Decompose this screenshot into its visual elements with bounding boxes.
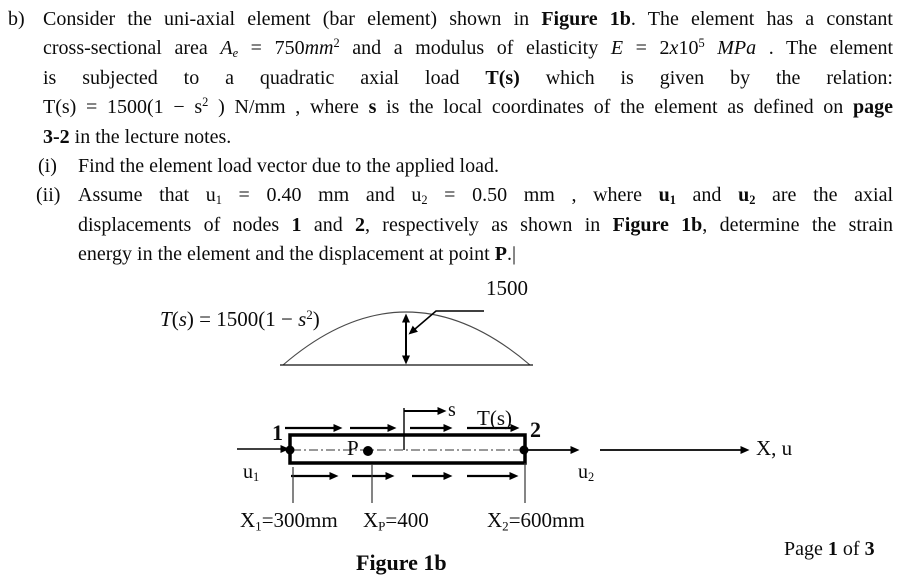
problem-line-6: Find the element load vector due to the applied load. xyxy=(78,155,499,178)
problem-line-7: Assume that $u_1 = 0.40$ mm and $u_2 = 0.50$ mm , where $u_1$ and $u_2$ are the axial xyxy=(78,184,893,208)
s-axis-label: s xyxy=(448,399,456,421)
problem-line-9: energy in the element and the displacement at point P.| xyxy=(78,243,516,266)
point-p-label: P xyxy=(347,436,359,460)
problem-line-4: $T(s) = 1500(1 - s^2$ ) N/mm , where s is the local coordinates of the element as defined on page xyxy=(43,95,894,119)
item-b-label: b) xyxy=(8,8,25,30)
u1-label: $u_1$ xyxy=(243,461,260,485)
dimension-x2: $X_2=600mm$ xyxy=(487,508,585,534)
node-1-dot xyxy=(286,446,295,455)
page-number: Page 1 of 3 xyxy=(784,538,875,560)
problem-line-8: displacements of nodes 1 and 2, respectively as shown in Figure 1b, determine the strain xyxy=(78,213,893,236)
dimension-xp: $X_P=400$ xyxy=(363,508,429,534)
problem-line-2: cross-sectional area $A_e = 750mm^2$ and a modulus of elasticity $E = 2x10^5$ MPa . The element xyxy=(43,36,893,61)
problem-line-1: Consider the uni-axial element (bar element) shown in Figure 1b. The element has a constant xyxy=(43,8,893,30)
node-1-label: 1 xyxy=(272,420,283,445)
load-peak-value: 1500 xyxy=(486,276,528,300)
problem-line-3: is subjected to a quadratic axial load T(s) which is given by the relation: xyxy=(43,66,893,89)
distributed-load-label: T(s) xyxy=(477,406,512,430)
x-axis-label: X, u xyxy=(756,436,793,460)
figure-caption: Figure 1b xyxy=(356,550,447,575)
bar-element xyxy=(290,435,525,463)
problem-line-5: 3-2 in the lecture notes. xyxy=(43,125,232,148)
item-ii-label: (ii) xyxy=(36,184,61,207)
dimension-ticks xyxy=(293,463,525,503)
load-formula: $T(s) = 1500(1 - s^2)$ xyxy=(160,306,320,331)
u2-label: $u_2$ xyxy=(578,461,595,485)
item-i-label: (i) xyxy=(38,155,57,178)
node-2-label: 2 xyxy=(530,417,541,442)
point-p-dot xyxy=(363,446,373,456)
node-2-dot xyxy=(520,446,529,455)
dimension-x1: $X_1=300mm$ xyxy=(240,508,338,534)
